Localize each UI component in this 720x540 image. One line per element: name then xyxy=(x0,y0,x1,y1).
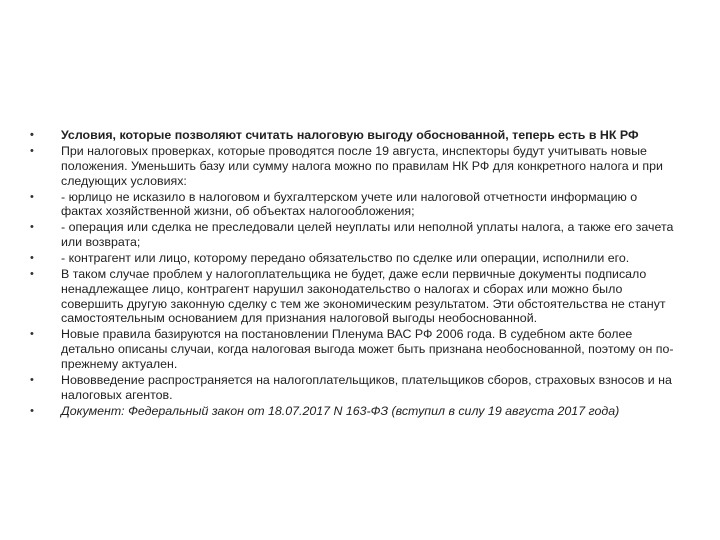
bullet-item-consequence: • В таком случае проблем у налогоплательщика не будет, даже если первичные документы подписало ненадлежащее лицо, контрагент нарушил законодательство о налогах и сборах или можно было совершить другую законную сделку с тем же экономическим результатом. Эти обстоятельства не станут самостоятельным основанием для признания налоговой выгоды необоснованной. xyxy=(30,267,680,326)
bullet-item-basis: • Новые правила базируются на постановлении Пленума ВАС РФ 2006 года. В судебном акте более детально описаны случаи, когда налоговая выгода может быть признана необоснованной, поэтому он по-прежнему актуален. xyxy=(30,327,680,371)
bullet-item-condition-2: • - операция или сделка не преследовали целей неуплаты или неполной уплаты налога, а также его зачета или возврата; xyxy=(30,220,680,249)
bullet-item-scope: • Нововведение распространяется на налогоплательщиков, плательщиков сборов, страховых взносов и на налоговых агентов. xyxy=(30,373,680,402)
bullet-item-document: • Документ: Федеральный закон от 18.07.2017 N 163-ФЗ (вступил в силу 19 августа 2017 года) xyxy=(30,404,680,419)
bullet-item-intro: • При налоговых проверках, которые проводятся после 19 августа, инспекторы будут учитывать новые положения. Уменьшить базу или сумму налога можно по правилам НК РФ для конкретного налога и при следующих условиях: xyxy=(30,144,680,188)
bullet-item-heading: • Условия, которые позволяют считать налоговую выгоду обоснованной, теперь есть в НК РФ xyxy=(30,128,680,143)
bullet-item-condition-1: • - юрлицо не исказило в налоговом и бухгалтерском учете или налоговой отчетности информацию о фактах хозяйственной жизни, об объектах налогообложения; xyxy=(30,190,680,219)
bullet-list xyxy=(30,128,680,420)
bullet-item-condition-3: • - контрагент или лицо, которому передано обязательство по сделке или операции, исполнили его. xyxy=(30,251,680,266)
